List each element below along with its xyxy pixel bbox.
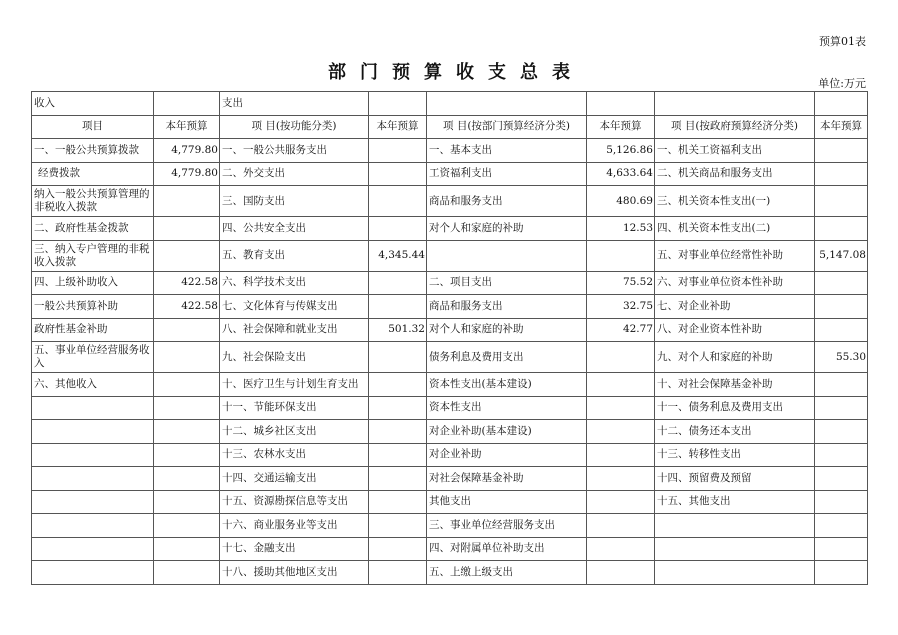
item-cell: 资本性支出(基本建设): [427, 373, 587, 397]
item-cell: [427, 240, 587, 271]
table-row: [32, 318, 868, 342]
column-header: 项目: [32, 115, 154, 139]
item-cell: 政府性基金补助: [32, 318, 154, 342]
item-cell: 十四、预留费及预留: [655, 467, 815, 491]
budget-amount-cell: 4,633.64: [587, 162, 655, 186]
budget-amount-cell: [815, 295, 868, 319]
item-cell: [655, 514, 815, 538]
budget-amount-cell: [815, 271, 868, 295]
item-cell: 五、事业单位经营服务收入: [32, 342, 154, 373]
item-cell: 六、对事业单位资本性补助: [655, 271, 815, 295]
table-row: [32, 443, 868, 467]
item-cell: [655, 561, 815, 585]
budget-amount-cell: [154, 373, 220, 397]
budget-amount-cell: [587, 467, 655, 491]
item-cell: 一、基本支出: [427, 139, 587, 163]
budget-amount-cell: 4,779.80: [154, 139, 220, 163]
budget-amount-cell: [369, 467, 427, 491]
item-cell: 商品和服务支出: [427, 186, 587, 217]
budget-amount-cell: [154, 467, 220, 491]
item-cell: 八、对企业资本性补助: [655, 318, 815, 342]
title-char: 门: [360, 62, 378, 83]
budget-amount-cell: [154, 342, 220, 373]
budget-amount-cell: [369, 514, 427, 538]
budget-amount-cell: [815, 217, 868, 241]
budget-amount-cell: [369, 443, 427, 467]
column-header: 项 目(按功能分类): [220, 115, 369, 139]
budget-amount-cell: [369, 537, 427, 561]
item-cell: 十、对社会保障基金补助: [655, 373, 815, 397]
budget-amount-cell: 422.58: [154, 271, 220, 295]
column-header: 本年预算: [369, 115, 427, 139]
item-cell: 二、项目支出: [427, 271, 587, 295]
item-cell: 十五、其他支出: [655, 490, 815, 514]
item-cell: [32, 467, 154, 491]
budget-amount-cell: [815, 443, 868, 467]
budget-amount-cell: 422.58: [154, 295, 220, 319]
item-cell: 对企业补助: [427, 443, 587, 467]
item-cell: 十二、债务还本支出: [655, 420, 815, 444]
column-header: 项 目(按政府预算经济分类): [655, 115, 815, 139]
budget-amount-cell: [154, 514, 220, 538]
table-row: [32, 561, 868, 585]
budget-amount-cell: [369, 490, 427, 514]
item-cell: 一、一般公共预算拨款: [32, 139, 154, 163]
table-row: [32, 467, 868, 491]
budget-amount-cell: 480.69: [587, 186, 655, 217]
budget-amount-cell: [587, 490, 655, 514]
budget-amount-cell: [369, 373, 427, 397]
budget-amount-cell: 501.32: [369, 318, 427, 342]
header-row: [32, 115, 868, 139]
budget-amount-cell: [815, 162, 868, 186]
budget-amount-cell: [369, 139, 427, 163]
title-char: 算: [424, 62, 442, 83]
item-cell: 对社会保障基金补助: [427, 467, 587, 491]
budget-amount-cell: [815, 467, 868, 491]
item-cell: 三、事业单位经营服务支出: [427, 514, 587, 538]
budget-amount-cell: [815, 514, 868, 538]
item-cell: 九、对个人和家庭的补助: [655, 342, 815, 373]
section-cell: 收入: [32, 92, 154, 116]
table-row: [32, 186, 868, 217]
item-cell: 三、国防支出: [220, 186, 369, 217]
budget-amount-cell: 42.77: [587, 318, 655, 342]
table-row: [32, 490, 868, 514]
budget-amount-cell: [815, 561, 868, 585]
budget-amount-cell: [815, 186, 868, 217]
item-cell: 六、其他收入: [32, 373, 154, 397]
column-header: 项 目(按部门预算经济分类): [427, 115, 587, 139]
budget-amount-cell: [154, 217, 220, 241]
item-cell: 十二、城乡社区支出: [220, 420, 369, 444]
budget-amount-cell: [815, 537, 868, 561]
item-cell: 十五、资源勘探信息等支出: [220, 490, 369, 514]
item-cell: 五、教育支出: [220, 240, 369, 271]
item-cell: 一、一般公共服务支出: [220, 139, 369, 163]
budget-amount-cell: [154, 490, 220, 514]
title-char: 表: [552, 62, 570, 83]
budget-amount-cell: [369, 342, 427, 373]
budget-amount-cell: [815, 373, 868, 397]
budget-amount-cell: [587, 537, 655, 561]
budget-amount-cell: 12.53: [587, 217, 655, 241]
budget-amount-cell: [369, 295, 427, 319]
item-cell: 八、社会保障和就业支出: [220, 318, 369, 342]
budget-amount-cell: [154, 186, 220, 217]
section-cell: [427, 92, 587, 116]
item-cell: 资本性支出: [427, 396, 587, 420]
budget-amount-cell: [369, 396, 427, 420]
item-cell: 三、机关资本性支出(一): [655, 186, 815, 217]
section-cell: [587, 92, 655, 116]
section-cell: [655, 92, 815, 116]
item-cell: [32, 514, 154, 538]
item-cell: 对企业补助(基本建设): [427, 420, 587, 444]
section-cell: [369, 92, 427, 116]
budget-amount-cell: [369, 420, 427, 444]
item-cell: 十八、援助其他地区支出: [220, 561, 369, 585]
page-title: [0, 58, 898, 84]
budget-amount-cell: [369, 186, 427, 217]
item-cell: 三、纳入专户管理的非税收入拨款: [32, 240, 154, 271]
item-cell: 五、对事业单位经常性补助: [655, 240, 815, 271]
table-row: [32, 139, 868, 163]
budget-amount-cell: [815, 420, 868, 444]
item-cell: 七、对企业补助: [655, 295, 815, 319]
section-cell: 支出: [220, 92, 369, 116]
item-cell: 对个人和家庭的补助: [427, 217, 587, 241]
item-cell: 二、机关商品和服务支出: [655, 162, 815, 186]
budget-amount-cell: [587, 396, 655, 420]
item-cell: [655, 537, 815, 561]
column-header: 本年预算: [587, 115, 655, 139]
budget-amount-cell: [815, 396, 868, 420]
item-cell: 四、公共安全支出: [220, 217, 369, 241]
budget-amount-cell: 5,147.08: [815, 240, 868, 271]
item-cell: 五、上缴上级支出: [427, 561, 587, 585]
budget-amount-cell: [154, 318, 220, 342]
budget-amount-cell: [587, 514, 655, 538]
budget-amount-cell: [815, 490, 868, 514]
unit-label: 单位:万元: [818, 77, 866, 90]
budget-amount-cell: [369, 217, 427, 241]
section-row: [32, 92, 868, 116]
title-char: 预: [392, 62, 410, 83]
item-cell: 十七、金融支出: [220, 537, 369, 561]
table-row: [32, 420, 868, 444]
item-cell: [32, 443, 154, 467]
budget-amount-cell: [154, 420, 220, 444]
item-cell: [32, 537, 154, 561]
budget-amount-cell: 4,345.44: [369, 240, 427, 271]
item-cell: 十六、商业服务业等支出: [220, 514, 369, 538]
budget-amount-cell: [587, 342, 655, 373]
item-cell: 一、机关工资福利支出: [655, 139, 815, 163]
budget-amount-cell: [815, 318, 868, 342]
table-row: [32, 373, 868, 397]
item-cell: 对个人和家庭的补助: [427, 318, 587, 342]
table-row: [32, 162, 868, 186]
section-cell: [154, 92, 220, 116]
budget-amount-cell: [587, 420, 655, 444]
table-row: [32, 514, 868, 538]
budget-amount-cell: [154, 396, 220, 420]
form-number: 预算01表: [819, 35, 866, 48]
item-cell: 十四、交通运输支出: [220, 467, 369, 491]
item-cell: [32, 490, 154, 514]
item-cell: [32, 420, 154, 444]
budget-amount-cell: [587, 373, 655, 397]
budget-amount-cell: 55.30: [815, 342, 868, 373]
budget-amount-cell: [815, 139, 868, 163]
item-cell: 债务利息及费用支出: [427, 342, 587, 373]
budget-amount-cell: [369, 162, 427, 186]
table-row: [32, 342, 868, 373]
section-cell: [815, 92, 868, 116]
title-char: 支: [488, 62, 506, 83]
title-char: 收: [456, 62, 474, 83]
table-row: [32, 537, 868, 561]
budget-amount-cell: 32.75: [587, 295, 655, 319]
item-cell: 四、上级补助收入: [32, 271, 154, 295]
item-cell: [32, 561, 154, 585]
table-row: [32, 396, 868, 420]
budget-amount-cell: [154, 561, 220, 585]
item-cell: 十三、转移性支出: [655, 443, 815, 467]
table-row: [32, 217, 868, 241]
table-row: [32, 240, 868, 271]
item-cell: 一般公共预算补助: [32, 295, 154, 319]
item-cell: 商品和服务支出: [427, 295, 587, 319]
item-cell: 十三、农林水支出: [220, 443, 369, 467]
column-header: 本年预算: [815, 115, 868, 139]
item-cell: 四、对附属单位补助支出: [427, 537, 587, 561]
item-cell: 工资福利支出: [427, 162, 587, 186]
column-header: 本年预算: [154, 115, 220, 139]
item-cell: [32, 396, 154, 420]
budget-amount-cell: [369, 561, 427, 585]
budget-amount-cell: 4,779.80: [154, 162, 220, 186]
item-cell: 十、医疗卫生与计划生育支出: [220, 373, 369, 397]
item-cell: 十一、债务利息及费用支出: [655, 396, 815, 420]
budget-table: [31, 91, 868, 585]
budget-amount-cell: [587, 561, 655, 585]
item-cell: 其他支出: [427, 490, 587, 514]
item-cell: 二、政府性基金拨款: [32, 217, 154, 241]
budget-amount-cell: [587, 240, 655, 271]
budget-amount-cell: [154, 443, 220, 467]
item-cell: 六、科学技术支出: [220, 271, 369, 295]
budget-amount-cell: [369, 271, 427, 295]
item-cell: 四、机关资本性支出(二): [655, 217, 815, 241]
item-cell: 纳入一般公共预算管理的非税收入拨款: [32, 186, 154, 217]
title-char: 总: [520, 62, 538, 83]
item-cell: 二、外交支出: [220, 162, 369, 186]
item-cell: 九、社会保险支出: [220, 342, 369, 373]
item-cell: 十一、节能环保支出: [220, 396, 369, 420]
table-row: [32, 271, 868, 295]
budget-amount-cell: [154, 537, 220, 561]
item-cell: 经费拨款: [32, 162, 154, 186]
title-char: 部: [328, 62, 346, 83]
budget-amount-cell: 5,126.86: [587, 139, 655, 163]
budget-amount-cell: [154, 240, 220, 271]
item-cell: 七、文化体育与传媒支出: [220, 295, 369, 319]
budget-amount-cell: 75.52: [587, 271, 655, 295]
table-row: [32, 295, 868, 319]
budget-amount-cell: [587, 443, 655, 467]
